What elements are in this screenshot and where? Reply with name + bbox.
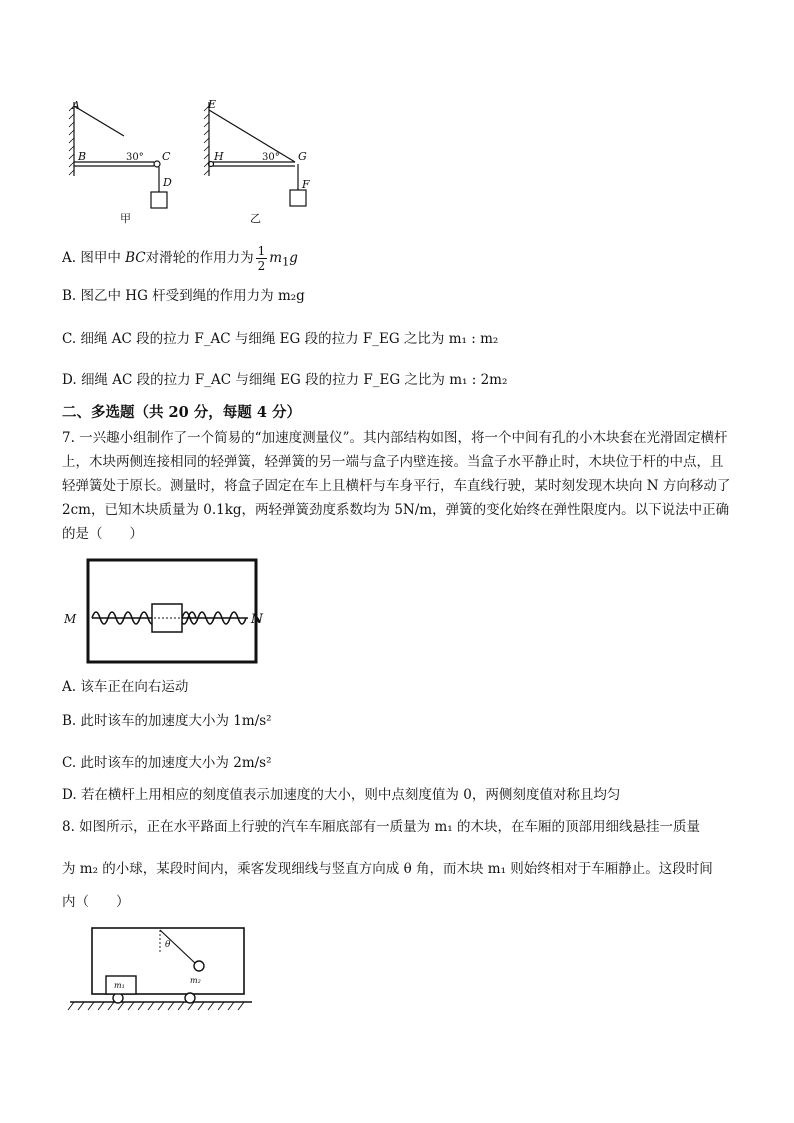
- pulley-figure: [62, 96, 328, 228]
- q6-option-d: D. 细绳 AC 段的拉力 F_AC 与细绳 EG 段的拉力 F_EG 之比为 m₁ : 2m₂: [62, 372, 508, 388]
- q6-option-c: C. 细绳 AC 段的拉力 F_AC 与细绳 EG 段的拉力 F_EG 之比为 m₁ : m₂: [62, 331, 499, 347]
- q8-stem-line1: 8. 如图所示，正在水平路面上行驶的汽车车厢底部有一质量为 m₁ 的木块，在车厢的顶部用细线悬挂一质量: [62, 819, 700, 835]
- label-E: E: [208, 98, 217, 111]
- q7-option-d: D. 若在横杆上用相应的刻度值表示加速度的大小，则中点刻度值为 0，两侧刻度值对称且均匀: [62, 787, 621, 803]
- label-F: F: [302, 178, 310, 191]
- angle-label-jia: 30°: [126, 152, 144, 163]
- label-m2: m₂: [190, 976, 201, 985]
- q7-option-b: B. 此时该车的加速度大小为 1m/s²: [62, 713, 272, 729]
- q6-option-a: A. 图甲中 BC对滑轮的作用力为 $\frac{1}{2}$ $m_1g$: [62, 244, 298, 273]
- label-C: C: [162, 150, 171, 163]
- label-m1: m₁: [114, 981, 125, 990]
- fraction-one-half: $\frac{1}{2}$: [257, 244, 266, 273]
- car-figure: [62, 920, 262, 1016]
- angle-label-yi: 30°: [262, 152, 280, 163]
- label-theta: θ: [165, 940, 171, 950]
- label-A: A: [72, 99, 80, 112]
- q8-stem-line3: 内（ ）: [62, 894, 130, 910]
- caption-yi: 乙: [250, 212, 261, 225]
- q8-stem-line2: 为 m₂ 的小球，某段时间内，乘客发现细线与竖直方向成 θ 角，而木块 m₁ 则始终相对于车厢静止。这段时间: [62, 861, 713, 877]
- q7-option-a: A. 该车正在向右运动: [62, 679, 189, 695]
- label-B: B: [78, 150, 87, 163]
- q7-stem: 7. 一兴趣小组制作了一个简易的“加速度测量仪”。其内部结构如图，将一个中间有孔的小木块套在光滑固定横杆上，木块两侧连接相同的轻弹簧，轻弹簧的另一端与盒子内壁连接。当盒子水平静止时，木块位于杆的中点，且轻弹簧处于原长。测量时，将盒子固定在车上且横杆与车身平行，车直线行驶，某时刻发现木块向 N 方向移动了 2cm，已知木块质量为 0.1kg，两轻弹簧劲度系数均为 5N/m，弹簧的变化始终在弹性限度内。以下说法中正确的是（ ）: [62, 430, 731, 542]
- label-G: G: [298, 150, 307, 163]
- q6-option-b: B. 图乙中 HG 杆受到绳的作用力为 m₂g: [62, 288, 305, 304]
- label-H: H: [214, 150, 224, 163]
- ball-m2: [194, 961, 204, 971]
- section-heading: 二、多选题（共 20 分，每题 4 分）: [62, 404, 301, 421]
- label-N: N: [251, 612, 263, 627]
- label-D: D: [163, 176, 172, 189]
- accelerometer-figure: [62, 556, 272, 668]
- label-M: M: [64, 612, 77, 626]
- q7-option-c: C. 此时该车的加速度大小为 2m/s²: [62, 755, 272, 771]
- car-wheel-right: [185, 993, 195, 1003]
- caption-jia: 甲: [120, 212, 131, 225]
